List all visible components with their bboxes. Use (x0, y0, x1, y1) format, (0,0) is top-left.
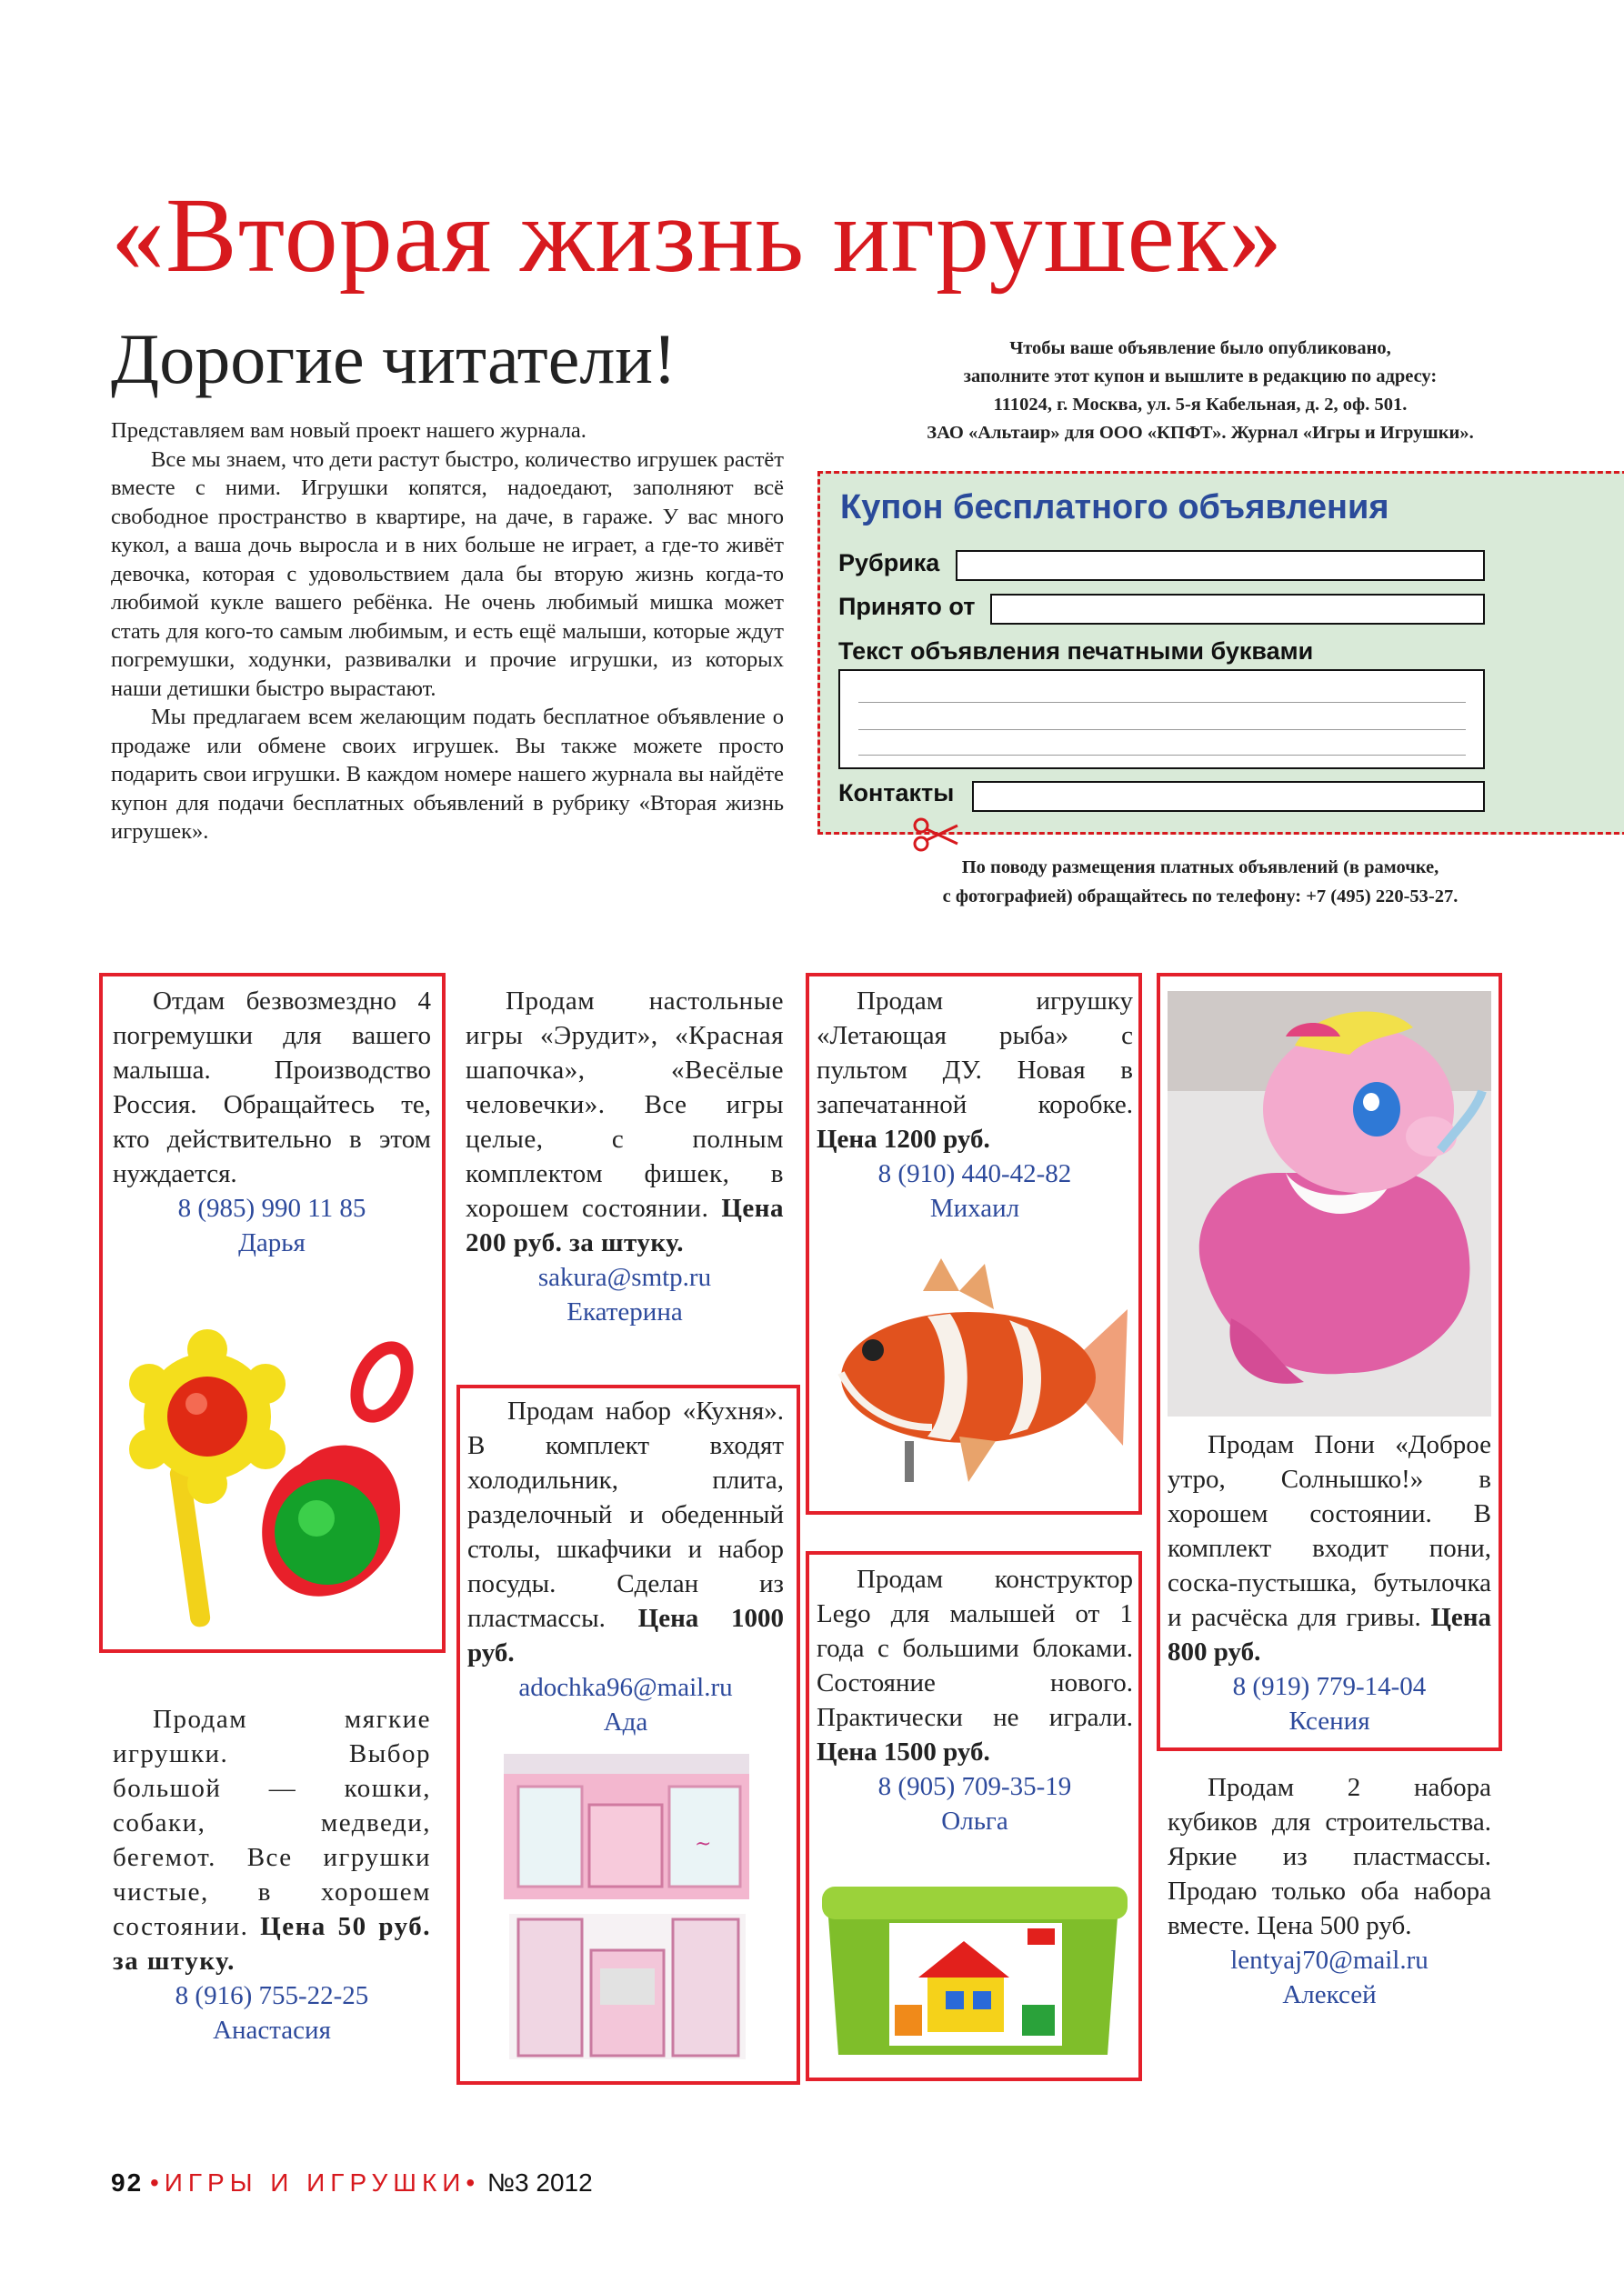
ad-text: Продам конструктор Lego для малышей от 1 года с большими блоками. Состояние нового. Практически не играли. (817, 1565, 1133, 1732)
ad-price: Цена 1000 руб. (467, 1604, 784, 1667)
ad-email[interactable]: adochka96@mail.ru (518, 1673, 733, 1702)
ad-text-label: Текст объявления печатными буквами (838, 637, 1314, 665)
ad-price: Цена 800 руб. (1168, 1603, 1491, 1667)
rubric-label: Рубрика (838, 549, 940, 576)
contacts-label: Контакты (838, 779, 955, 806)
ad-phone[interactable]: 8 (985) 990 11 85 (177, 1194, 366, 1223)
ad-contact-name: Ксения (1288, 1707, 1370, 1736)
page-footer (111, 2168, 593, 2198)
ad-phone[interactable]: 8 (910) 440-42-82 (877, 1159, 1072, 1188)
mailing-info (800, 335, 1600, 447)
ad-rattles (113, 984, 431, 1260)
page-number: 92 (111, 2168, 144, 2197)
ad-email[interactable]: lentyaj70@mail.ru (1230, 1946, 1429, 1975)
flying-fish-image (823, 1255, 1132, 1500)
mailing-info-line: 111024, г. Москва, ул. 5-я Кабельная, д. 2, оф. 501. (993, 395, 1408, 415)
contacts-field[interactable] (972, 781, 1485, 812)
page-title: «Вторая жизнь игрушек» (111, 175, 1284, 295)
intro-paragraph: Представляем вам новый проект нашего журнала. (111, 418, 586, 443)
ad-phone[interactable]: 8 (916) 755-22-25 (175, 1981, 369, 2010)
ad-contact-name: Анастасия (213, 2016, 331, 2045)
ad-soft-toys (113, 1702, 431, 2048)
received-from-label: Принято от (838, 593, 976, 620)
magazine-name: •ИГРЫ И ИГРУШКИ• (149, 2168, 481, 2197)
received-from-field[interactable] (990, 594, 1485, 625)
coupon-title: Купон бесплатного объявления (840, 488, 1389, 526)
ad-contact-name: Алексей (1282, 1980, 1377, 2009)
ad-flying-fish (817, 984, 1133, 1226)
lego-box-image (818, 1868, 1132, 2068)
issue-number: №3 2012 (487, 2168, 593, 2197)
ad-price: Цена 200 руб. за штуку. (466, 1194, 784, 1257)
ad-phone[interactable]: 8 (919) 779-14-04 (1232, 1672, 1427, 1701)
ad-kitchen (467, 1394, 784, 1739)
ad-text: Продам игрушку «Летающая рыба» с пультом ДУ. Новая в запечатанной коробке. (817, 986, 1133, 1119)
ad-board-games (466, 984, 784, 1329)
intro-text (111, 416, 784, 846)
coupon-form (817, 471, 1624, 835)
ad-cubes (1168, 1770, 1491, 2012)
ad-text: Отдам безвозмездно 4 погремушки для вашего малыша. Производство Россия. Обращайтесь те, кто действительно в этом нуждается. (113, 986, 431, 1188)
ad-text: Продам настольные игры «Эрудит», «Красная шапочка», «Весёлые человечки». Все игры целые, с полным комплектом фишек, в хорошем состоянии. (466, 986, 784, 1223)
paid-ads-line: с фотографией) обращайтесь по телефону: +7 (495) 220-53-27. (942, 886, 1459, 906)
ad-phone[interactable]: 8 (905) 709-35-19 (877, 1772, 1072, 1801)
svg-text:~: ~ (695, 1833, 712, 1856)
ad-price: Цена 1500 руб. (817, 1737, 990, 1767)
ad-text: Продам набор «Кухня». В комплект входят холодильник, плита, разделочный и обеденный столы, шкафчики и набор посуды. Сделан из пластмассы. (467, 1397, 784, 1633)
mailing-info-line: Чтобы ваше объявление было опубликовано, (1009, 338, 1391, 358)
ad-lego (817, 1562, 1133, 1838)
ad-contact-name: Ада (603, 1707, 648, 1737)
rattle-toys-image (127, 1327, 427, 1637)
page-subtitle: Дорогие читатели! (111, 319, 677, 398)
ad-contact-name: Михаил (929, 1194, 1020, 1223)
mailing-info-line: ЗАО «Альтаир» для ООО «КПФТ». Журнал «Игры и Игрушки». (927, 423, 1474, 443)
rubric-field[interactable] (956, 550, 1485, 581)
mailing-info-line: заполните этот купон и вышлите в редакцию по адресу: (963, 366, 1438, 386)
ad-contact-name: Дарья (238, 1228, 306, 1257)
intro-paragraph: Мы предлагаем всем желающим подать бесплатное объявление о продаже или обмене своих игрушек. Вы также можете просто подарить свои игрушки. В каждом номере нашего журнала вы найдёте купон для подачи бесплатных объявлений в рубрику «Вторая жизнь игрушек». (111, 705, 784, 844)
scissors-icon (912, 816, 959, 853)
ad-contact-name: Ольга (941, 1807, 1008, 1836)
ad-text: Продам мягкие игрушки. Выбор большой — кошки, собаки, медведи, бегемот. Все игрушки чистые, в хорошем состоянии. (113, 1705, 431, 1941)
ad-contact-name: Екатерина (566, 1297, 683, 1327)
ad-price: Цена 1200 руб. (817, 1125, 990, 1154)
ad-email[interactable]: sakura@smtp.ru (537, 1263, 712, 1292)
paid-ads-line: По поводу размещения платных объявлений (в рамочке, (961, 857, 1439, 877)
ad-text: Продам Пони «Доброе утро, Солнышко!» в хорошем состоянии. В комплект входит пони, соска-пустышка, бутылочка и расчёска для гривы. (1168, 1430, 1491, 1632)
ad-text: Продам 2 набора кубиков для строительства. Яркие из пластмассы. Продаю только оба набора вместе. Цена 500 руб. (1168, 1773, 1491, 1940)
paid-ads-info (800, 853, 1600, 911)
pink-pony-image (1168, 991, 1491, 1417)
toy-kitchen-image (500, 1750, 755, 2064)
ad-text-field[interactable] (838, 669, 1485, 769)
intro-paragraph: Все мы знаем, что дети растут быстро, количество игрушек растёт вместе с ними. Игрушки копятся, надоедают, заполняют всё свободное пространство в квартире, на даче, в гараже. У вас много кукол, а ваша дочь выросла и в них больше не играет, а где-то живёт девочка, которая с удовольствием дала бы вторую жизнь когда-то любимой кукле вашего ребёнка. Не очень любимый мишка может стать для кого-то самым любимым, и есть ещё малыши, которые ждут погремушки, ходунки, развивалки и прочие игрушки, из которых наши детишки быстро вырастают. (111, 446, 784, 701)
ad-pony (1168, 1427, 1491, 1738)
ad-price: Цена 50 руб. за штуку. (113, 1912, 431, 1976)
